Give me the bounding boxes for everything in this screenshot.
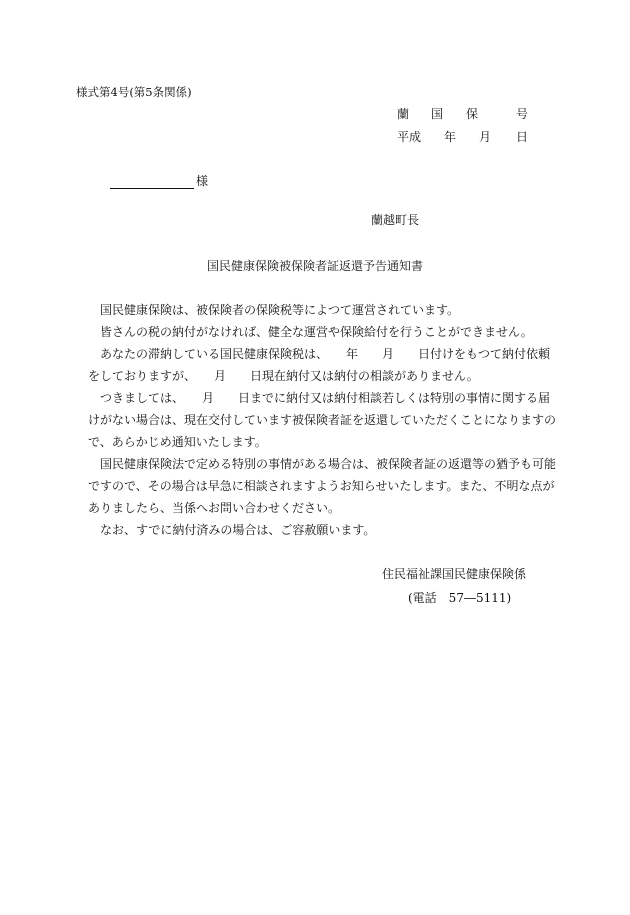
addressee xyxy=(110,173,208,189)
doc-number-prefix: 蘭 xyxy=(397,107,410,121)
addressee-suffix: 様 xyxy=(196,174,209,188)
paragraph-line: で、あらかじめ通知いたします。 xyxy=(88,435,267,449)
doc-number-part2: 国 xyxy=(431,107,444,121)
date-era: 平成 xyxy=(397,130,422,144)
addressee-blank-line xyxy=(110,176,194,189)
paragraph-line: あなたの滞納している国民健康保険税は、 年 月 日付けをもつて納付依頼 xyxy=(100,347,551,361)
paragraph-line: をしておりますが、 月 日現在納付又は納付の相談がありません。 xyxy=(88,369,479,383)
sender: 蘭越町長 xyxy=(371,213,420,227)
paragraph-line: 皆さんの税の納付がなければ、健全な運営や保険給付を行うことができません。 xyxy=(100,325,533,339)
contact-phone: (電話 57―5111) xyxy=(408,591,512,605)
document-title: 国民健康保険被保険者証返還予告通知書 xyxy=(207,259,424,273)
doc-number-part3: 保 xyxy=(466,107,479,121)
paragraph-line: つきましては、 月 日までに納付又は納付相談若しくは特別の事情に関する届 xyxy=(100,391,551,405)
paragraph-line: ですので、その場合は早急に相談されますようお知らせいたします。また、不明な点が xyxy=(88,479,555,493)
paragraph-line: ありましたら、当係へお問い合わせください。 xyxy=(88,501,341,515)
date-month: 月 xyxy=(479,130,492,144)
date-day: 日 xyxy=(516,130,529,144)
paragraph-line: 国民健康保険法で定める特別の事情がある場合は、被保険者証の返還等の猶予も可能 xyxy=(100,457,557,471)
form-number: 様式第4号(第5条関係) xyxy=(76,85,192,99)
paragraph-line: なお、すでに納付済みの場合は、ご容赦願います。 xyxy=(100,523,376,537)
paragraph-line: けがない場合は、現在交付しています被保険者証を返還していただくことになりますの xyxy=(88,413,557,427)
doc-number-suffix: 号 xyxy=(516,107,529,121)
paragraph-line: 国民健康保険は、被保険者の保険税等によつて運営されています。 xyxy=(100,303,460,317)
contact-department: 住民福祉課国民健康保険係 xyxy=(382,567,527,581)
date-year: 年 xyxy=(444,130,457,144)
body-text xyxy=(88,299,557,541)
